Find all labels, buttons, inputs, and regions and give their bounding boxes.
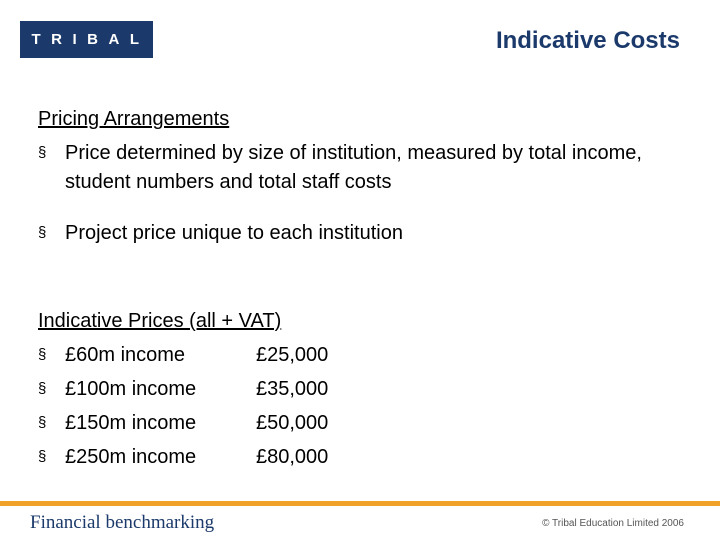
price-value: £80,000 [256, 446, 329, 468]
pricing-section [38, 102, 658, 250]
bullet-icon: § [38, 414, 47, 431]
price-label: £150m income [65, 412, 197, 434]
price-value: £25,000 [256, 344, 329, 366]
prices-heading: Indicative Prices (all + VAT) [38, 310, 282, 332]
price-label: £60m income [65, 344, 186, 366]
bullet-icon: § [38, 224, 47, 241]
pricing-bullet-text: Project price unique to each institution [65, 222, 403, 244]
bullet-icon: § [38, 448, 47, 465]
pricing-bullet [38, 136, 658, 197]
pricing-bullet-text: Price determined by size of institution, measured by total income, student numbers and total staff costs [65, 142, 642, 193]
price-row [38, 440, 328, 474]
bullet-icon: § [38, 144, 47, 161]
pricing-bullet [38, 216, 658, 250]
tribal-logo: TRIBAL [20, 21, 153, 58]
footer-title: Financial benchmarking [30, 512, 215, 533]
price-value: £35,000 [256, 378, 329, 400]
price-label: £250m income [65, 446, 197, 468]
page-title: Indicative Costs [495, 27, 680, 54]
bullet-icon: § [38, 346, 47, 363]
footer-copyright: © Tribal Education Limited 2006 [542, 518, 684, 529]
price-row [38, 338, 328, 372]
bullet-icon: § [38, 380, 47, 397]
prices-section [38, 304, 328, 474]
price-value: £50,000 [256, 412, 329, 434]
pricing-heading: Pricing Arrangements [38, 108, 230, 130]
price-row [38, 372, 328, 406]
price-label: £100m income [65, 378, 197, 400]
footer-divider [0, 501, 720, 506]
price-row [38, 406, 328, 440]
